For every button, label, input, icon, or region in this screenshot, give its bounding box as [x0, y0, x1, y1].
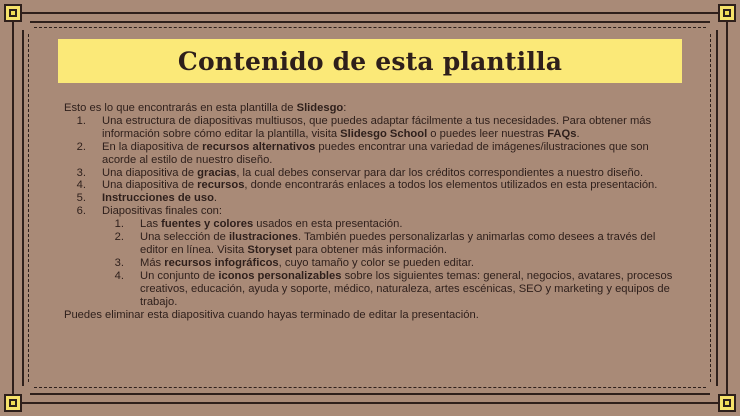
title-bar — [58, 39, 682, 83]
frame-inner-right-line — [716, 30, 718, 386]
intro-text: Esto es lo que encontrarás en esta plantilla de Slidesgo: — [64, 102, 347, 114]
sub-list-item — [102, 218, 684, 231]
main-list-item — [64, 167, 684, 180]
sub-list-item-text: Más recursos infográficos, cuyo tamaño y color se pueden editar. — [140, 256, 474, 269]
sub-list-item — [102, 231, 684, 257]
main-list-item-number: 4. — [76, 179, 86, 192]
sub-list-item — [102, 270, 684, 309]
main-list-item-number: 2. — [76, 140, 86, 153]
sub-list-item-number: 2. — [114, 231, 124, 244]
frame-dash-right — [710, 34, 711, 382]
main-list-item-text: Diapositivas finales con: — [102, 205, 223, 218]
frame-inner-top-line — [30, 21, 710, 23]
corner-ornament-top-left — [4, 4, 22, 22]
main-list-item — [64, 141, 684, 167]
corner-ornament-bottom-left — [4, 394, 22, 412]
frame-dash-bottom — [34, 387, 706, 388]
frame-left-line — [12, 18, 14, 398]
main-list-item-number: 6. — [76, 205, 86, 218]
corner-ornament-bottom-right — [718, 394, 736, 412]
corner-ornament-top-right — [718, 4, 736, 22]
main-list — [64, 115, 684, 218]
main-list-item-text: Una diapositiva de recursos, donde encontrarás enlaces a todos los elementos utilizados en esta presentación. — [102, 179, 658, 192]
main-list-item-text: Instrucciones de uso. — [102, 192, 218, 205]
main-list-item — [64, 179, 684, 192]
main-list-item-text: Una diapositiva de gracias, la cual debes conservar para dar los créditos correspondientes a nuestro diseño. — [102, 166, 644, 179]
frame-inner-left-line — [22, 30, 24, 386]
sub-list-item-text: Las fuentes y colores usados en esta presentación. — [140, 218, 403, 231]
main-list-item-number: 5. — [76, 192, 86, 205]
slidesgo-brand: Slidesgo — [296, 102, 344, 114]
sub-list-item-number: 3. — [114, 256, 124, 269]
content-body — [64, 102, 684, 321]
frame-right-line — [726, 18, 728, 398]
frame-inner-bottom-line — [30, 393, 710, 395]
slide-title: Contenido de esta plantilla — [177, 46, 563, 76]
main-list-item-number: 3. — [76, 166, 86, 179]
frame-dash-top — [34, 27, 706, 28]
sub-list-item-text: Un conjunto de iconos personalizables sobre los siguientes temas: general, negocios, avatares, procesos creativos, educación, ayuda y soporte, médico, naturaleza, artes escénicas, SEO y marketing y equipos de trabajo. — [140, 269, 673, 308]
outro-text: Puedes eliminar esta diapositiva cuando hayas terminado de editar la presentación. — [64, 308, 479, 321]
frame-bottom-line — [18, 402, 722, 404]
frame-dash-left — [28, 34, 29, 382]
main-list-item — [64, 192, 684, 205]
sub-list-item-number: 1. — [114, 218, 124, 231]
sub-list-item-text: Una selección de ilustraciones. También puedes personalizarlas y animarlas como desees a través del editor en línea. Visita Storyset para obtener más información. — [140, 231, 656, 256]
main-list-item — [64, 205, 684, 218]
main-list-item-number: 1. — [76, 114, 86, 127]
sub-list-item-number: 4. — [114, 269, 124, 282]
main-list-item-text: Una estructura de diapositivas multiusos, que puedes adaptar fácilmente a tus necesidades. Para obtener más información sobre cómo editar la plantilla, visita Slidesgo School o puedes leer nuestras FAQs. — [102, 114, 652, 140]
frame-top-line — [18, 12, 722, 14]
main-list-item — [64, 115, 684, 141]
main-list-item-text: En la diapositiva de recursos alternativos puedes encontrar una variedad de imágenes/ilustraciones que son acorde al estilo de nuestro diseño. — [102, 140, 649, 166]
sub-list-item — [102, 257, 684, 270]
sub-list — [102, 218, 684, 308]
